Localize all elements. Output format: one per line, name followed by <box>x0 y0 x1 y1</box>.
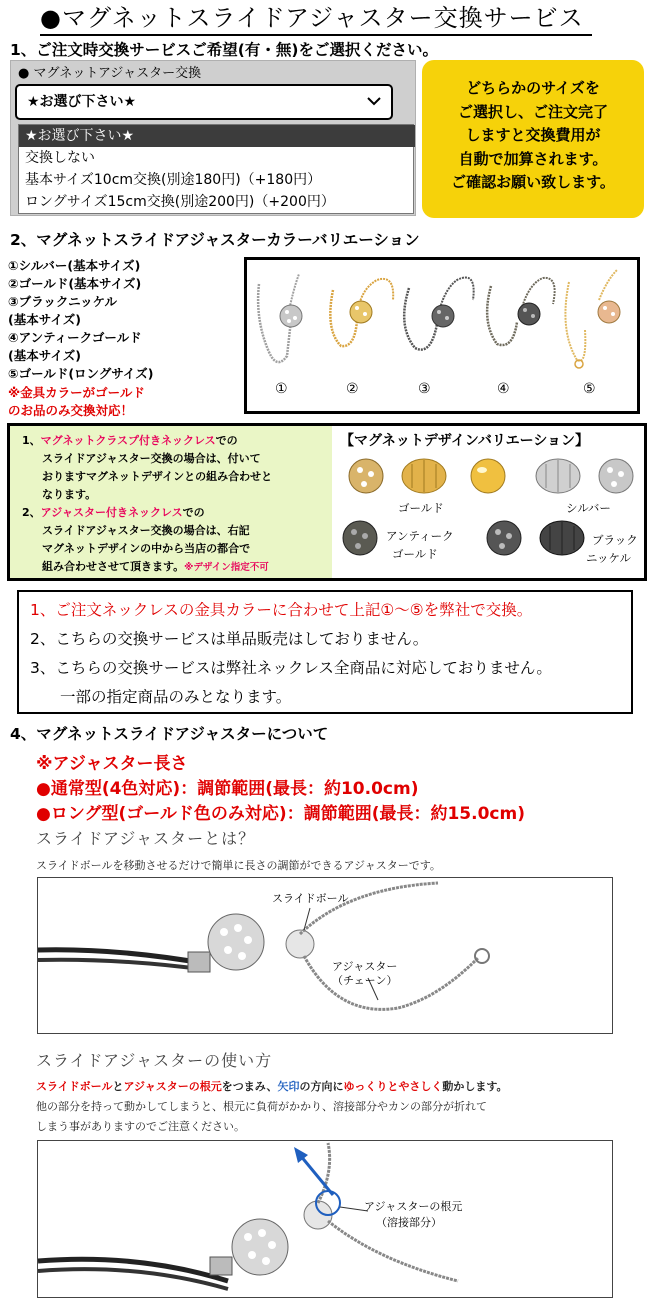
design-label-antique: ゴールド <box>392 547 438 561</box>
what-description: スライドボールを移動させるだけで簡単に長さの調節ができるアジャスターです。 <box>36 859 441 872</box>
design-variation-title: 【マグネットデザインバリエーション】 <box>340 433 590 449</box>
info-p1-num: 1、 <box>22 434 41 447</box>
gold-only-warning: ※金具カラーがゴールド <box>8 385 145 400</box>
length-title: ※アジャスター長さ <box>36 754 188 774</box>
section4-heading: 4、マグネットスライドアジャスターについて <box>10 725 329 743</box>
color-item: ②ゴールド(基本サイズ) <box>8 276 142 291</box>
section2-heading: 2、マグネットスライドアジャスターカラーバリエーション <box>10 231 420 249</box>
info-p1-line <box>22 432 238 448</box>
how-text: スライドボール <box>36 1080 113 1093</box>
how-text: 動かします。 <box>442 1080 508 1093</box>
length-long: ●ロング型(ゴールド色のみ対応)：調節範囲(最長：約15.0cm) <box>36 804 525 824</box>
section1-heading: 1、ご注文時交換サービスご希望(有・無)をご選択ください。 <box>10 41 438 59</box>
notice-line: どちらかのサイズを <box>466 79 600 97</box>
color-item: ④アンティークゴールド <box>8 330 142 345</box>
notice-line: ご確認お願い致します。 <box>451 173 615 191</box>
gold-only-warning: のお品のみ交換対応！ <box>8 403 134 418</box>
design-label-black: ニッケル <box>586 551 631 565</box>
how-line <box>36 1078 507 1094</box>
info-p2-num: 2、 <box>22 506 41 519</box>
info-p1-highlight: マグネットクラスプ付きネックレス <box>40 434 216 447</box>
design-unspecified-note: ※デザイン指定不可 <box>184 562 269 573</box>
info-p2-line: スライドアジャスター交換の場合は、右記 <box>42 524 250 537</box>
color-item: (基本サイズ) <box>8 312 81 327</box>
adjuster-color-photo <box>244 257 640 414</box>
how-text: の方向に <box>299 1080 344 1093</box>
info-p2-line: マグネットデザインの中から当店の都合で <box>42 542 251 555</box>
photo-label-slide-ball: スライドボール <box>272 892 349 905</box>
design-label-gold: ゴールド <box>398 501 444 515</box>
info-p1-line: なります。 <box>42 488 97 501</box>
how-text: 矢印 <box>277 1080 300 1093</box>
page-title: ●マグネットスライドアジャスター交換サービス <box>40 2 592 36</box>
how-text: アジャスターの根元 <box>123 1080 222 1093</box>
color-item: ⑤ゴールド(ロングサイズ) <box>8 366 154 381</box>
color-item: ③ブラックニッケル <box>8 294 117 309</box>
color-number: ⑤ <box>583 381 596 397</box>
option-long-15cm[interactable]: ロングサイズ15cm交換(別途200円)（+200円） <box>25 194 335 210</box>
exchange-select[interactable]: ★お選び下さい★ <box>15 84 393 120</box>
color-number: ② <box>346 381 359 397</box>
note-line: 3、こちらの交換サービスは弊社ネックレス全商品に対応しておりません。 <box>30 659 552 677</box>
color-item: (基本サイズ) <box>8 348 81 363</box>
how-text: ゆっくりとやさしく <box>343 1080 443 1093</box>
info-p1-line: スライドアジャスター交換の場合は、付いて <box>42 452 261 465</box>
notice-line: 自動で加算されます。 <box>458 149 608 168</box>
option-please-select[interactable]: ★お選び下さい★ <box>19 125 415 147</box>
info-p1-rest: での <box>215 434 238 447</box>
info-p2-highlight: アジャスター付きネックレス <box>40 506 183 519</box>
info-p1-line: おりますマグネットデザインとの組み合わせと <box>42 470 273 483</box>
photo-label-weld: （溶接部分） <box>376 1216 442 1229</box>
design-label-black: ブラック <box>592 533 638 547</box>
how-heading: スライドアジャスターの使い方 <box>36 1051 273 1070</box>
note-line: 1、ご注文ネックレスの金具カラーに合わせて上記①〜⑤を弊社で交換。 <box>30 601 533 619</box>
photo-label-adjuster: アジャスター <box>332 960 398 973</box>
note-line: 一部の指定商品のみとなります。 <box>60 688 292 706</box>
what-heading: スライドアジャスターとは？ <box>36 829 256 848</box>
design-label-silver: シルバー <box>566 501 611 515</box>
color-number: ③ <box>418 381 431 397</box>
info-p2-line <box>22 504 205 520</box>
design-label-antique: アンティーク <box>386 529 454 543</box>
info-p2-rest: での <box>182 506 205 519</box>
chevron-down-icon <box>366 93 382 109</box>
how-line: 他の部分を持って動かしてしまうと、根元に負荷がかかり、溶接部分やカンの部分が折れて <box>36 1100 487 1113</box>
info-p2-line-text: 組み合わせさせて頂きます。 <box>42 560 185 573</box>
color-item: ①シルバー(基本サイズ) <box>8 258 141 273</box>
notice-line: ご選択し、ご注文完了 <box>457 102 608 121</box>
select-label: ● マグネットアジャスター交換 <box>18 66 202 81</box>
select-dropdown-list <box>18 124 414 214</box>
size-notice <box>422 60 644 218</box>
color-number: ④ <box>497 381 510 397</box>
notice-line: しますと交換費用が <box>465 126 601 144</box>
photo-label-adjuster-root: アジャスターの根元 <box>364 1200 463 1213</box>
option-no-exchange[interactable]: 交換しない <box>25 150 95 166</box>
length-standard: ●通常型(4色対応)：調節範囲(最長：約10.0cm) <box>36 779 419 799</box>
info-p2-line <box>42 558 269 574</box>
note-line: 2、こちらの交換サービスは単品販売はしておりません。 <box>30 630 429 648</box>
how-line: しまう事がありますのでご注意ください。 <box>36 1120 245 1133</box>
how-text: と <box>112 1080 124 1093</box>
photo-label-adjuster: （チェーン） <box>332 974 398 987</box>
color-number: ① <box>275 381 288 397</box>
how-text: をつまみ、 <box>221 1080 278 1093</box>
adjuster-usage-photo <box>37 1140 613 1298</box>
option-basic-10cm[interactable]: 基本サイズ10cm交換(別途180円)（+180円） <box>25 172 322 188</box>
